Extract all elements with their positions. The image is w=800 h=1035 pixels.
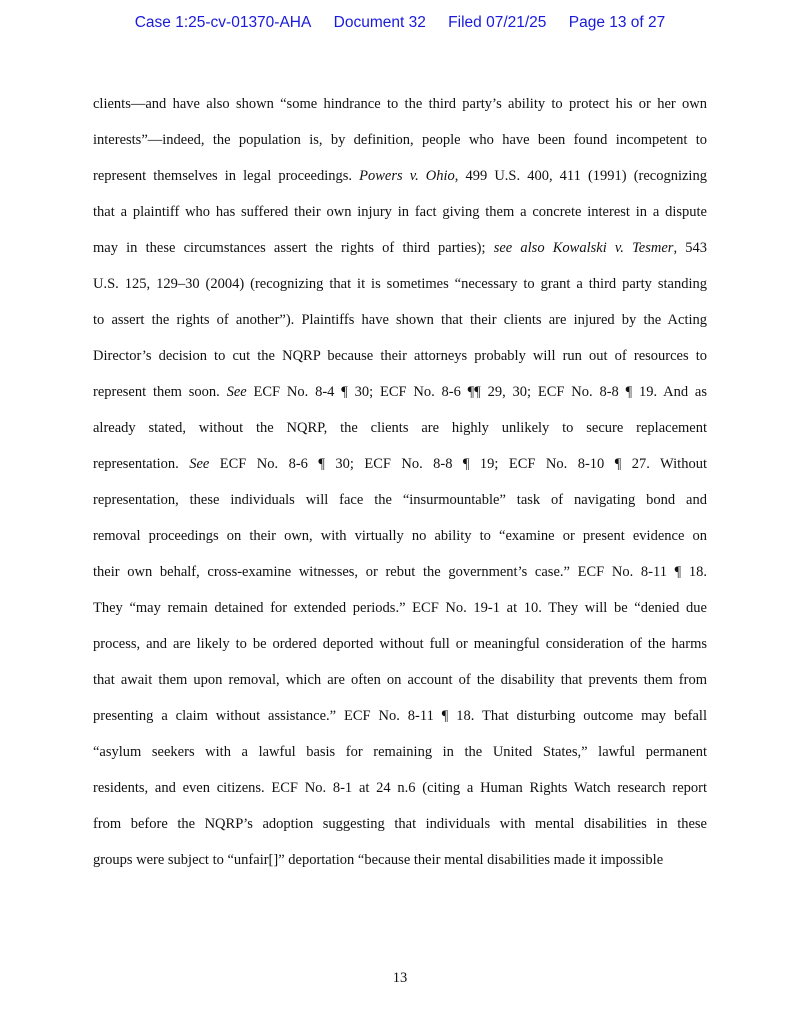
body-line (93, 806, 707, 842)
body-line (93, 122, 707, 158)
body-line (93, 374, 707, 410)
text-run: from before the NQRP’s adoption suggesting that individuals with mental disabilities in these (93, 816, 707, 832)
text-run: may in these circumstances assert the rights of third parties); (93, 240, 494, 256)
body-line (93, 770, 707, 806)
body-line (93, 626, 707, 662)
page-indicator: Page 13 of 27 (568, 14, 666, 31)
body-line (93, 482, 707, 518)
body-line (93, 446, 707, 482)
document-number: Document 32 (333, 14, 426, 31)
body-line (93, 842, 707, 878)
body-line (93, 158, 707, 194)
body-line (93, 590, 707, 626)
text-run: that await them upon removal, which are often on account of the disability that prevents them from (93, 672, 707, 688)
text-run: represent them soon. (93, 384, 227, 400)
text-run: , 499 U.S. 400, 411 (1991) (recognizing (454, 168, 707, 184)
body-line (93, 86, 707, 122)
filed-date: Filed 07/21/25 (448, 14, 547, 31)
text-run: ECF No. 8-6 ¶ 30; ECF No. 8-8 ¶ 19; ECF No. 8-10 ¶ 27. Without (209, 456, 707, 472)
text-run: groups were subject to “unfair[]” deportation “because their mental disabilities made it impossible (93, 852, 664, 868)
text-run: represent themselves in legal proceedings. (93, 168, 360, 184)
case-number: Case 1:25-cv-01370-AHA (134, 14, 312, 31)
text-run: removal proceedings on their own, with virtually no ability to “examine or present evidence on (93, 528, 707, 544)
text-run: presenting a claim without assistance.” ECF No. 8-11 ¶ 18. That disturbing outcome may befall (93, 708, 707, 724)
citation-italic: see also Kowalski v. Tesmer (493, 240, 674, 256)
body-line (93, 662, 707, 698)
body-line (93, 194, 707, 230)
citation-italic: See (226, 384, 247, 400)
text-run: residents, and even citizens. ECF No. 8-1 at 24 n.6 (citing a Human Rights Watch research report (93, 780, 707, 796)
text-run: “asylum seekers with a lawful basis for remaining in the United States,” lawful permanent (93, 744, 707, 760)
body-line (93, 338, 707, 374)
text-run: representation, these individuals will face the “insurmountable” task of navigating bond and (93, 492, 707, 508)
text-run: their own behalf, cross-examine witnesses, or rebut the government’s case.” ECF No. 8-11 ¶ 18. (93, 564, 707, 580)
text-run: interests”—indeed, the population is, by definition, people who have been found incompetent to (93, 132, 707, 148)
body-line (93, 302, 707, 338)
body-line (93, 518, 707, 554)
text-run: representation. (93, 456, 190, 472)
citation-italic: See (189, 456, 210, 472)
body-line (93, 230, 707, 266)
text-run: that a plaintiff who has suffered their own injury in fact giving them a concrete interest in a dispute (93, 204, 707, 220)
text-run: already stated, without the NQRP, the clients are highly unlikely to secure replacement (93, 420, 707, 436)
text-run: ECF No. 8-4 ¶ 30; ECF No. 8-6 ¶¶ 29, 30; ECF No. 8-8 ¶ 19. And as (246, 384, 707, 400)
text-run: U.S. 125, 129–30 (2004) (recognizing that it is sometimes “necessary to grant a third party standing (93, 276, 707, 292)
text-run: to assert the rights of another”). Plaintiffs have shown that their clients are injured by the Acting (93, 312, 707, 328)
body-line (93, 734, 707, 770)
text-run: They “may remain detained for extended periods.” ECF No. 19-1 at 10. They will be “denied due (93, 600, 707, 616)
text-run: clients—and have also shown “some hindrance to the third party’s ability to protect his or her own (93, 96, 707, 112)
body-text (93, 86, 707, 878)
page-number: 13 (392, 970, 408, 986)
body-line (93, 698, 707, 734)
text-run: , 543 (673, 240, 707, 256)
body-line (93, 410, 707, 446)
text-run: process, and are likely to be ordered deported without full or meaningful consideration of the harms (93, 636, 707, 652)
text-run: Director’s decision to cut the NQRP because their attorneys probably will run out of resources to (93, 348, 707, 364)
body-line (93, 554, 707, 590)
body-line (93, 266, 707, 302)
document-header (0, 14, 800, 32)
citation-italic: Powers v. Ohio (359, 168, 455, 184)
